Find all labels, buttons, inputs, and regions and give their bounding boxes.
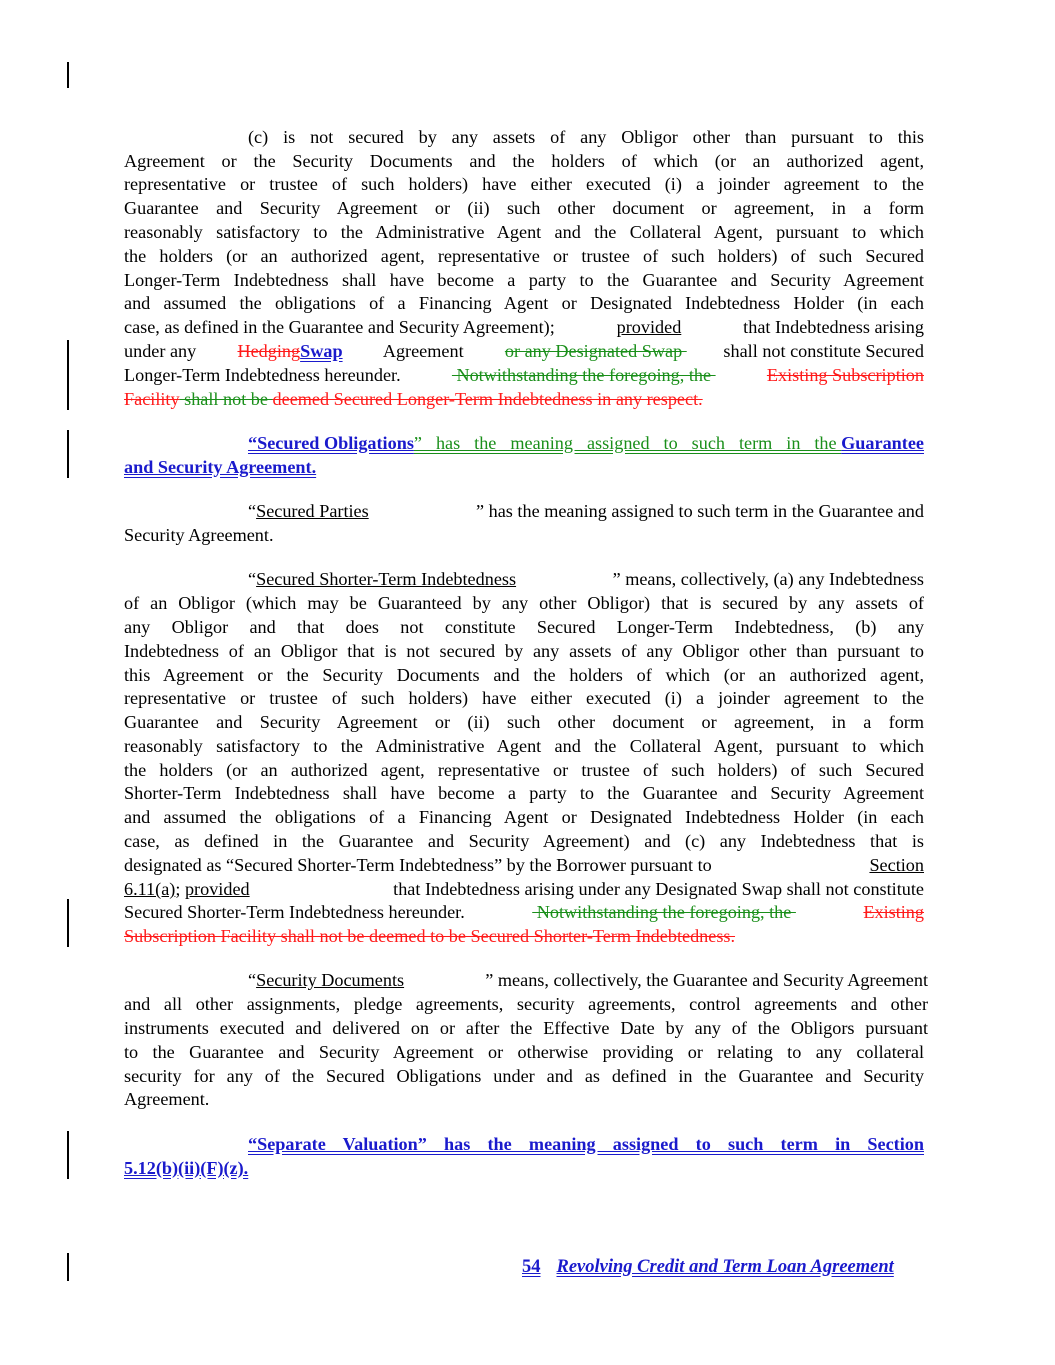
change-bar: [67, 62, 69, 88]
quote: “: [248, 501, 257, 521]
text-line: any Obligor and that does not constitute Secured Longer-Term Indebtedness, (b) any: [124, 617, 924, 637]
defined-term: Secured Parties: [256, 501, 369, 521]
provided-term: provided: [616, 317, 682, 337]
text-line: this Agreement or the Security Documents and the holders of which (or an authorized agent,: [124, 665, 924, 685]
text-line: [124, 924, 924, 948]
text-run: Agreement: [379, 341, 469, 361]
text-run: ;: [175, 879, 185, 899]
inserted-text: Swap: [300, 341, 343, 361]
text-line: representative or trustee of such holders) have either executed (i) a joinder agreement to the: [124, 688, 924, 708]
text-run: ” means, collectively, the Guarantee and Security Agreement: [485, 970, 928, 990]
deleted-text: shall not be: [179, 389, 273, 409]
text-line: security for any of the Secured Obligations under and as defined in the Guarantee and Security: [124, 1066, 924, 1086]
inserted-text: and Security Agreement.: [124, 457, 317, 477]
text-line: of an Obligor (which may be Guaranteed by any other Obligor) that is secured by any assets of: [124, 593, 924, 613]
text-line: [248, 1132, 924, 1156]
change-bar: [67, 340, 69, 410]
text-line: [124, 455, 924, 479]
text-run: Secured Shorter-Term Indebtedness hereunder.: [124, 902, 465, 922]
inserted-text: Guarantee: [841, 433, 924, 453]
deleted-text: Notwithstanding the foregoing, the: [451, 365, 716, 385]
section-reference: 6.11(a): [124, 879, 176, 899]
page-number: 54: [522, 1257, 541, 1277]
inserted-text: “Separate Valuation” has the meaning assigned to such term in Section: [248, 1134, 924, 1154]
deleted-text: Hedging: [237, 341, 301, 361]
change-bar: [67, 1131, 69, 1179]
text-line: representative or trustee of such holders) have either executed (i) a joinder agreement to the: [124, 174, 924, 194]
deleted-text: Facility: [124, 389, 180, 409]
defined-term: Secured Shorter-Term Indebtedness: [256, 569, 517, 589]
deleted-text: Existing: [863, 902, 924, 922]
text-run: case, as defined in the Guarantee and Security Agreement);: [124, 317, 560, 337]
change-bar: [67, 430, 69, 478]
section-reference: Section: [869, 855, 924, 875]
text-line: Agreement or the Security Documents and the holders of which (or an authorized agent,: [124, 151, 924, 171]
text-line: and assumed the obligations of a Financing Agent or Designated Indebtedness Holder (in each: [124, 293, 924, 313]
text-line: Shorter-Term Indebtedness shall have become a party to the Guarantee and Security Agreement: [124, 783, 924, 803]
text-run: that Indebtedness arising under any Designated Swap shall not constitute: [388, 879, 924, 899]
text-line: the holders (or an authorized agent, representative or trustee of such holders) of such Secured: [124, 760, 924, 780]
text-line: Agreement.: [124, 1089, 210, 1109]
text-line: [124, 853, 924, 877]
deleted-text: Notwithstanding the foregoing, the: [532, 902, 796, 922]
text-run: ” means, collectively, (a) any Indebtedness: [612, 569, 924, 589]
inserted-text: 5.12(b)(ii)(F)(z).: [124, 1158, 249, 1178]
text-line: [248, 499, 924, 523]
provided-term: provided: [184, 879, 250, 899]
text-line: Security Agreement.: [124, 525, 274, 545]
text-line: (c) is not secured by any assets of any Obligor other than pursuant to this: [248, 127, 924, 147]
text-line: [248, 968, 928, 992]
text-line: case, as defined in the Guarantee and Security Agreement) and (c) any Indebtedness that is: [124, 831, 924, 851]
text-line: [124, 363, 924, 387]
text-run: designated as “Secured Shorter-Term Indebtedness” by the Borrower pursuant to: [124, 855, 717, 875]
change-bar: [67, 899, 69, 947]
text-run: Longer-Term Indebtedness hereunder.: [124, 365, 401, 385]
page-footer: [522, 1257, 894, 1278]
text-run: under any: [124, 341, 201, 361]
text-line: reasonably satisfactory to the Administrative Agent and the Collateral Agent, pursuant to which: [124, 222, 924, 242]
text-line: [124, 900, 924, 924]
text-line: instruments executed and delivered on or after the Effective Date by any of the Obligors pursuant: [124, 1018, 928, 1038]
text-line: [248, 431, 924, 455]
text-line: Indebtedness of an Obligor that is not secured by any assets of any Obligor other than pursuant to: [124, 641, 924, 661]
text-line: [124, 339, 924, 363]
defined-term: Security Documents: [256, 970, 405, 990]
text-line: to the Guarantee and Security Agreement or otherwise providing or relating to any collateral: [124, 1042, 924, 1062]
text-line: and assumed the obligations of a Financing Agent or Designated Indebtedness Holder (in each: [124, 807, 924, 827]
deleted-text: Subscription Facility shall not be deemed to be Secured Shorter-Term Indebtedness.: [124, 926, 736, 946]
text-line: Guarantee and Security Agreement or (ii) such other document or agreement, in a form: [124, 712, 924, 732]
text-line: [124, 877, 924, 901]
text-line: [124, 315, 924, 339]
text-line: Guarantee and Security Agreement or (ii) such other document or agreement, in a form: [124, 198, 924, 218]
text-line: reasonably satisfactory to the Administrative Agent and the Collateral Agent, pursuant to which: [124, 736, 924, 756]
defined-term: “Secured Obligations: [248, 433, 414, 453]
quote: “: [248, 970, 257, 990]
change-bar: [67, 1253, 69, 1281]
deleted-text: or any Designated Swap: [504, 341, 687, 361]
text-run: that Indebtedness arising: [738, 317, 924, 337]
document-title: Revolving Credit and Term Loan Agreement: [556, 1257, 894, 1277]
quote: “: [248, 569, 257, 589]
text-line: [248, 567, 924, 591]
text-line: the holders (or an authorized agent, representative or trustee of such holders) of such Secured: [124, 246, 924, 266]
text-run: ” has the meaning assigned to such term in the Guarantee and: [476, 501, 924, 521]
deleted-text: Existing Subscription: [766, 365, 924, 385]
text-run: shall not constitute Secured: [723, 341, 924, 361]
text-line: and all other assignments, pledge agreements, security agreements, control agreements and other: [124, 994, 928, 1014]
text-line: [124, 1156, 924, 1180]
inserted-text: ” has the meaning assigned to such term in the: [413, 433, 842, 453]
text-line: Longer-Term Indebtedness shall have become a party to the Guarantee and Security Agreement: [124, 270, 924, 290]
text-line: [124, 387, 924, 411]
deleted-text: deemed Secured Longer-Term Indebtedness in any respect.: [272, 389, 703, 409]
